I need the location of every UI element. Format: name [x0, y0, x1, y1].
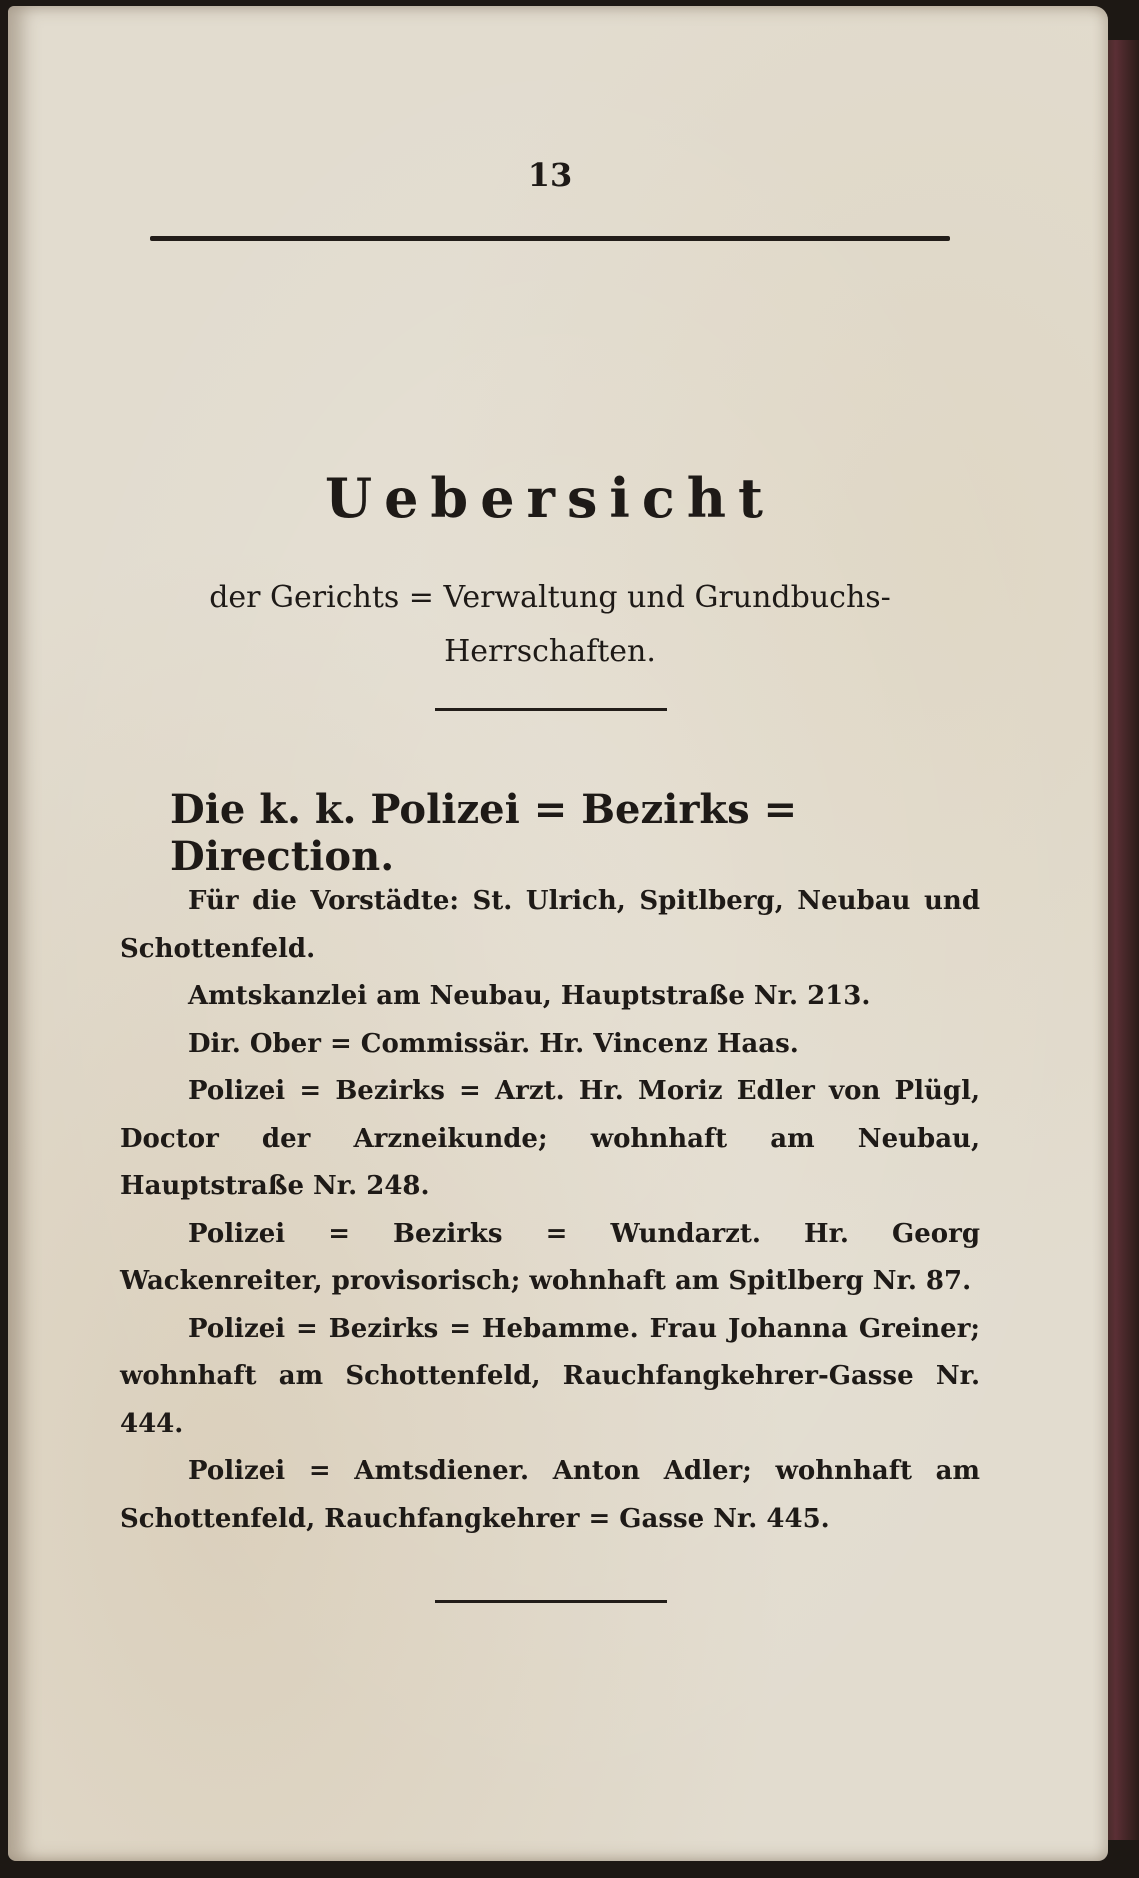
- page-subtitle: der Gerichts = Verwaltung und Grundbuchs- Herrschaften.: [209, 580, 891, 669]
- book-page: [8, 6, 1108, 1861]
- paragraph-bezirks-arzt: Polizei = Bezirks = Arzt. Hr. Moriz Edler von Plügl, Doctor der Arzneikunde; wohnhaft am Neubau, Hauptstraße Nr. 248.: [120, 1076, 980, 1201]
- title-divider: [435, 708, 667, 711]
- header-rule: [150, 236, 950, 241]
- paragraph-amtsdiener: Polizei = Amtsdiener. Anton Adler; wohnhaft am Schottenfeld, Rauchfangkehrer = Gasse Nr. 445.: [120, 1456, 980, 1534]
- paragraph-hebamme: Polizei = Bezirks = Hebamme. Frau Johanna Greiner; wohnhaft am Schottenfeld, Rauchfangkehrer-Gasse Nr. 444.: [120, 1313, 980, 1439]
- section-heading: Die k. k. Polizei = Bezirks = Direction.: [170, 786, 798, 880]
- paragraph-wundarzt: Polizei = Bezirks = Wundarzt. Hr. Georg Wackenreiter, provisorisch; wohnhaft am Spitlberg Nr. 87.: [120, 1218, 980, 1296]
- section-body: [120, 878, 980, 1543]
- paragraph-vorstaedte: Für die Vorstädte: St. Ulrich, Spitlberg, Neubau und Schottenfeld.: [120, 886, 980, 964]
- paragraph-amtskanzlei: Amtskanzlei am Neubau, Hauptstraße Nr. 213.: [188, 981, 871, 1011]
- page-title: Uebersicht: [324, 466, 775, 530]
- paragraph-ober-commissaer: Dir. Ober = Commissär. Hr. Vincenz Haas.: [188, 1028, 799, 1059]
- closing-divider: [435, 1600, 667, 1603]
- page-number: 13: [527, 156, 573, 194]
